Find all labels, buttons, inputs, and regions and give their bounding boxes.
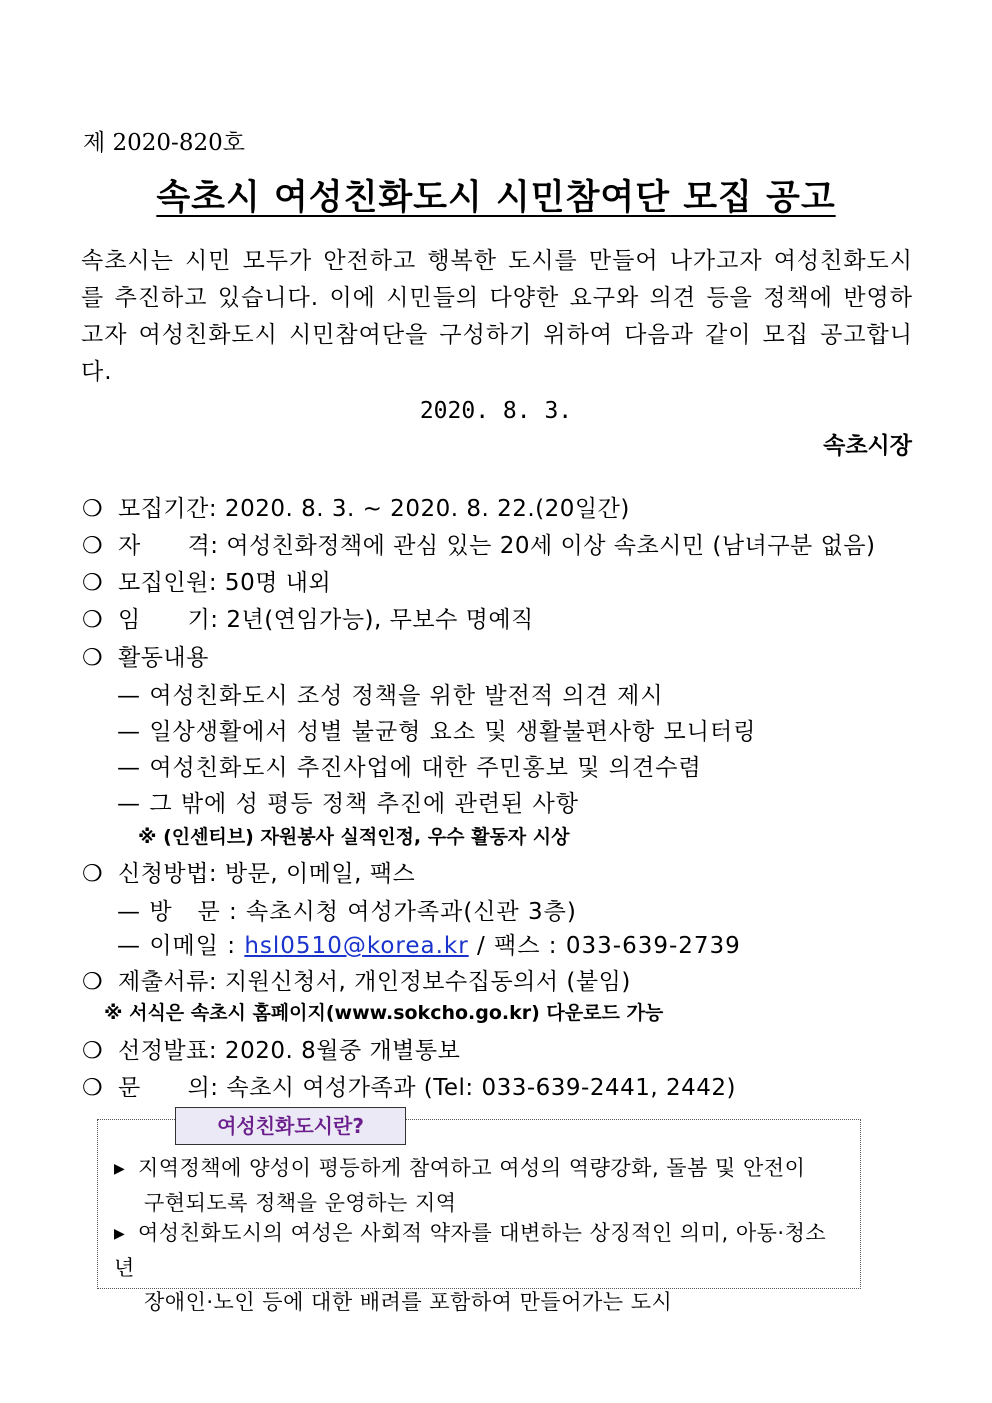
triangle-bullet-icon: ▶: [114, 1161, 126, 1177]
circle-bullet-icon: ❍: [82, 861, 104, 887]
email-line: [117, 927, 741, 960]
visit-text: 방 문 : 속초시청 여성가족과(신관 3층): [149, 899, 577, 925]
visit-line: [117, 893, 577, 926]
activity-text: 여성친화도시 조성 정책을 위한 발전적 의견 제시: [149, 683, 664, 709]
circle-bullet-icon: ❍: [82, 645, 104, 671]
signer: 속초시장: [823, 433, 912, 459]
dash-icon: —: [117, 791, 141, 817]
circle-bullet-icon: ❍: [82, 607, 104, 633]
item-term: [82, 601, 534, 634]
dash-icon: —: [117, 719, 141, 745]
item-inquiry: [82, 1069, 736, 1102]
activity-text: 일상생활에서 성별 불균형 요소 및 생활불편사항 모니터링: [149, 719, 757, 745]
announcement-text: 선정발표: 2020. 8월중 개별통보: [118, 1038, 461, 1064]
item-documents: [82, 963, 631, 996]
document-number: 제 2020-820호: [83, 130, 245, 156]
activity-text: 여성친화도시 추진사업에 대한 주민홍보 및 의견수렴: [149, 755, 702, 781]
activity-item: [117, 785, 579, 818]
documents-text: 제출서류: 지원신청서, 개인정보수집동의서 (붙임): [118, 969, 631, 995]
activity-item: [117, 713, 756, 746]
item-announcement: [82, 1032, 460, 1065]
info-point: [114, 1151, 844, 1220]
info-point-line: 장애인·노인 등에 대한 배려를 포함하여 만들어가는 도시: [144, 1290, 673, 1314]
item-apply-method: [82, 855, 415, 888]
info-point: [114, 1216, 844, 1319]
circle-bullet-icon: ❍: [82, 1038, 104, 1064]
circle-bullet-icon: ❍: [82, 570, 104, 596]
incentive-note: ※ (인센티브) 자원봉사 실적인정, 우수 활동자 시상: [138, 826, 570, 848]
apply-method-text: 신청방법: 방문, 이메일, 팩스: [118, 861, 416, 887]
email-label: 이메일 :: [149, 933, 245, 959]
qualification-text: 자 격: 여성친화정책에 관심 있는 20세 이상 속초시민 (남녀구분 없음): [118, 533, 876, 559]
circle-bullet-icon: ❍: [82, 533, 104, 559]
activity-item: [117, 677, 664, 710]
circle-bullet-icon: ❍: [82, 1075, 104, 1101]
dash-icon: —: [117, 755, 141, 781]
info-box-tab: 여성친화도시란?: [175, 1107, 406, 1145]
activity-item: [117, 749, 702, 782]
circle-bullet-icon: ❍: [82, 496, 104, 522]
activities-label: 활동내용: [118, 645, 209, 671]
dash-icon: —: [117, 899, 141, 925]
item-headcount: [82, 564, 331, 597]
download-note: ※ 서식은 속초시 홈페이지(www.sokcho.go.kr) 다운로드 가능: [104, 1002, 664, 1024]
period-text: 모집기간: 2020. 8. 3. ~ 2020. 8. 22.(20일간): [118, 496, 630, 522]
dash-icon: —: [117, 683, 141, 709]
term-text: 임 기: 2년(연임가능), 무보수 명예직: [118, 607, 534, 633]
item-qualification: [82, 527, 876, 560]
dash-icon: —: [117, 933, 141, 959]
inquiry-text: 문 의: 속초시 여성가족과 (Tel: 033-639-2441, 2442): [118, 1075, 737, 1101]
page-title: 속초시 여성친화도시 시민참여단 모집 공고: [156, 178, 836, 218]
headcount-text: 모집인원: 50명 내외: [118, 570, 332, 596]
info-point-line: 구현되도록 정책을 운영하는 지역: [144, 1191, 457, 1215]
activity-text: 그 밖에 성 평등 정책 추진에 관련된 사항: [149, 791, 579, 817]
intro-paragraph: 속초시는 시민 모두가 안전하고 행복한 도시를 만들어 나가고자 여성친화도시를 추진하고 있습니다. 이에 시민들의 다양한 요구와 의견 등을 정책에 반영하고자 여성친화도시 시민참여단을 구성하기 위하여 다음과 같이 모집 공고합니다.: [81, 248, 913, 385]
info-point-line: 여성친화도시의 여성은 사회적 약자를 대변하는 상징적인 의미, 아동·청소년: [114, 1221, 827, 1280]
triangle-bullet-icon: ▶: [114, 1226, 126, 1242]
circle-bullet-icon: ❍: [82, 969, 104, 995]
item-activities: [82, 639, 209, 672]
item-period: [82, 490, 630, 523]
info-point-line: 지역정책에 양성이 평등하게 참여하고 여성의 역량강화, 돌봄 및 안전이: [138, 1156, 806, 1180]
email-link[interactable]: hsl0510@korea.kr: [244, 933, 469, 959]
announcement-date: 2020. 8. 3.: [419, 398, 573, 424]
fax-text: / 팩스 : 033-639-2739: [468, 933, 741, 959]
